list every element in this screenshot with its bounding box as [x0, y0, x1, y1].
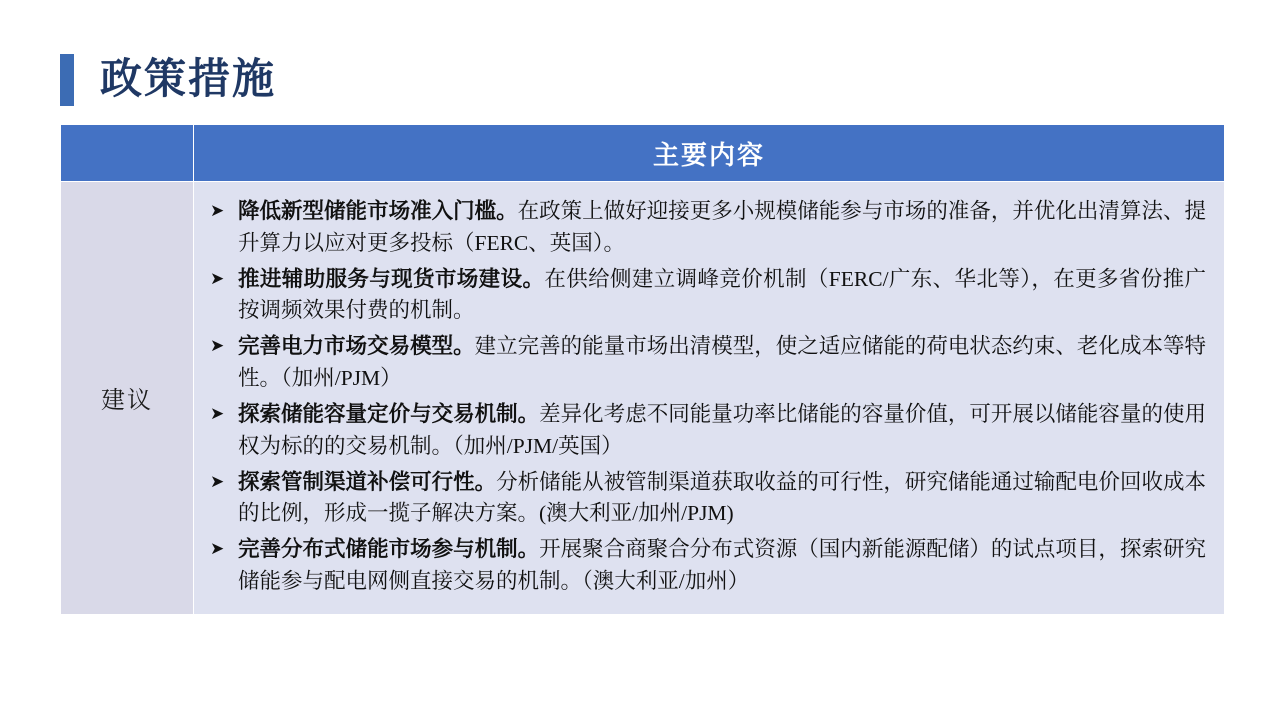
bullet-text: 差异化考虑不同能量功率比储能的容量价值，可开展以储能容量的使用权为标的的交易机制。（加州/PJM/英国）: [238, 401, 1206, 458]
bullet-list: [208, 196, 1206, 598]
content-table: [60, 124, 1225, 615]
list-item: [208, 196, 1206, 260]
bullet-lead: 完善分布式储能市场参与机制。: [238, 537, 540, 562]
bullet-text: 建立完善的能量市场出清模型，使之适应储能的荷电状态约束、老化成本等特性。（加州/PJM）: [238, 334, 1206, 391]
bullet-lead: 探索储能容量定价与交易机制。: [238, 401, 540, 426]
list-item: [208, 331, 1206, 395]
list-item: [208, 264, 1206, 328]
content-table-wrapper: [60, 124, 1225, 615]
bullet-text: 在政策上做好迎接更多小规模储能参与市场的准备，并优化出清算法、提升算力以应对更多投标（FERC、英国）。: [238, 199, 1206, 255]
bullet-text: 分析储能从被管制渠道获取收益的可行性，研究储能通过输配电价回收成本的比例，形成一揽子解决方案。(澳大利亚/加州/PJM): [238, 469, 1206, 526]
bullet-lead: 探索管制渠道补偿可行性。: [238, 469, 497, 494]
bullet-lead: 完善电力市场交易模型。: [238, 334, 475, 359]
header-main-content: 主要内容: [194, 125, 1225, 182]
header-blank-cell: [61, 125, 194, 182]
table-header-row: [61, 125, 1225, 182]
table-row: [61, 182, 1225, 615]
row-label-suggestion: 建议: [61, 182, 194, 615]
page-title: 政策措施: [100, 57, 277, 103]
bullet-lead: 推进辅助服务与现货市场建设。: [238, 266, 545, 291]
list-item: [208, 399, 1206, 463]
row-content-cell: [194, 182, 1225, 615]
list-item: [208, 467, 1206, 531]
bullet-text: 开展聚合商聚合分布式资源（国内新能源配储）的试点项目，探索研究储能参与配电网侧直接交易的机制。（澳大利亚/加州）: [238, 537, 1206, 593]
bullet-lead: 降低新型储能市场准入门槛。: [238, 199, 518, 223]
slide-title-row: [60, 52, 276, 108]
bullet-text: 在供给侧建立调峰竞价机制（FERC/广东、华北等），在更多省份推广按调频效果付费的机制。: [238, 266, 1206, 323]
title-accent-bar: [60, 54, 74, 106]
list-item: [208, 534, 1206, 598]
